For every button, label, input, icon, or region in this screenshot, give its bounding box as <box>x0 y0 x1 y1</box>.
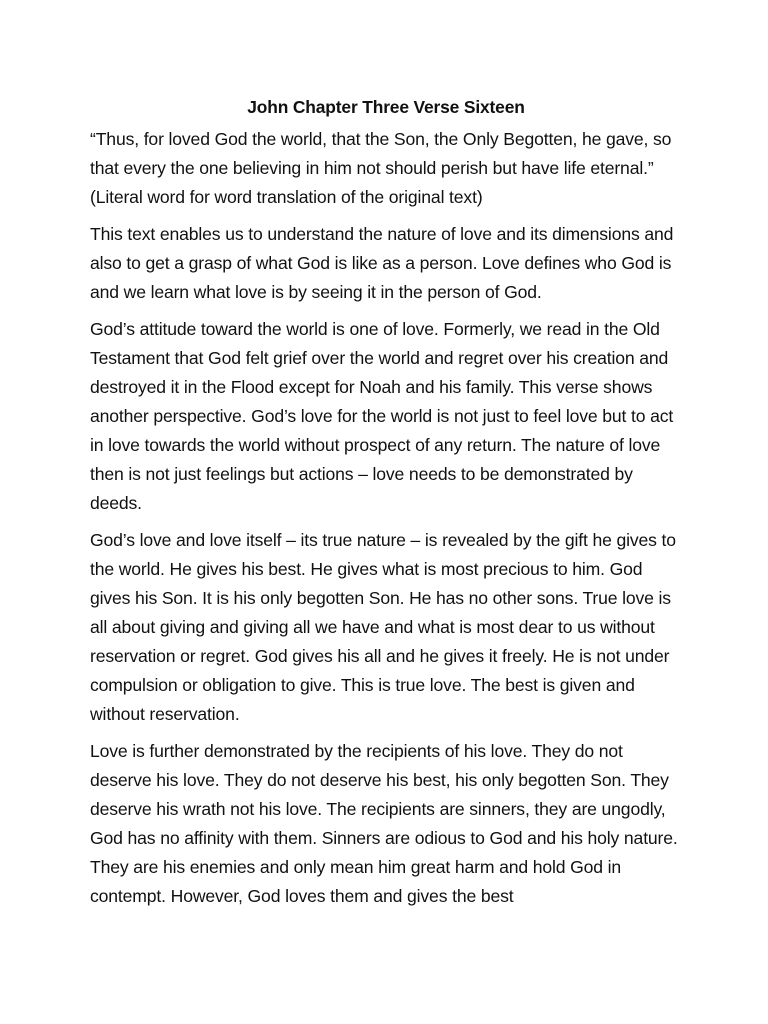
paragraph-nature-of-love: This text enables us to understand the nature of love and its dimensions and also to get a grasp of what God is like as a person. Love defines who God is and we learn what love is by seeing it in the person of God. <box>90 224 674 302</box>
document-body <box>90 94 682 919</box>
paragraph-verse-translation: “Thus, for loved God the world, that the Son, the Only Begotten, he gave, so that every the one believing in him not should perish but have life eternal.” (Literal word for word translation of the original text) <box>90 129 672 207</box>
document-title: John Chapter Three Verse Sixteen <box>247 97 525 117</box>
paragraph-gods-attitude: God’s attitude toward the world is one of love. Formerly, we read in the Old Testament that God felt grief over the world and regret over his creation and destroyed it in the Flood except for Noah and his family. This verse shows another perspective. God’s love for the world is not just to feel love but to act in love towards the world without prospect of any return. The nature of love then is not just feelings but actions – love needs to be demonstrated by deeds. <box>90 319 674 513</box>
paragraph-gift: God’s love and love itself – its true nature – is revealed by the gift he gives to the world. He gives his best. He gives what is most precious to him. God gives his Son. It is his only begotten Son. He has no other sons. True love is all about giving and giving all we have and what is most dear to us without reservation or regret. God gives his all and he gives it freely. He is not under compulsion or obligation to give. This is true love. The best is given and without reservation. <box>90 530 676 724</box>
paragraph-recipients: Love is further demonstrated by the recipients of his love. They do not deserve his love. They do not deserve his best, his only begotten Son. They deserve his wrath not his love. The recipients are sinners, they are ungodly, God has no affinity with them. Sinners are odious to God and his holy nature. They are his enemies and only mean him great harm and hold God in contempt. However, God loves them and gives the best <box>90 741 678 906</box>
